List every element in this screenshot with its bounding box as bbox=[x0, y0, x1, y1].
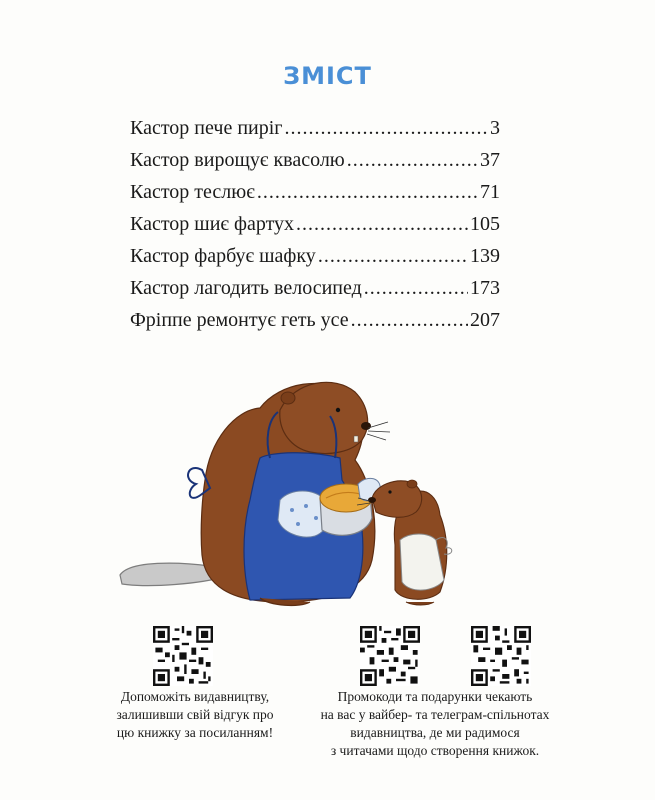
qr-code-icon bbox=[471, 626, 531, 686]
toc-entry-title: Кастор лагодить велосипед bbox=[130, 277, 362, 299]
caption-line: Промокоди та подарунки чекають bbox=[337, 689, 533, 704]
toc-title: ЗМІСТ bbox=[283, 62, 372, 90]
toc-list bbox=[130, 112, 500, 336]
toc-entry bbox=[130, 240, 500, 272]
caption-line: видавництва, де ми радимося bbox=[350, 725, 520, 740]
toc-leader-dots bbox=[364, 272, 468, 304]
toc-entry bbox=[130, 176, 500, 208]
toc-entry bbox=[130, 272, 500, 304]
viber-qr-icon[interactable] bbox=[360, 626, 420, 686]
toc-entry-page: 173 bbox=[470, 277, 500, 299]
toc-entry-page: 3 bbox=[490, 117, 500, 139]
caption-line: на вас у вайбер- та телеграм-спільнотах bbox=[320, 707, 550, 722]
toc-entry-title: Кастор вирощує квасолю bbox=[130, 149, 345, 171]
toc-entry bbox=[130, 144, 500, 176]
toc-leader-dots bbox=[257, 176, 478, 208]
community-caption bbox=[290, 688, 580, 760]
toc-entry-title: Кастор пече пиріг bbox=[130, 117, 283, 139]
caption-line: з читачами щодо створення книжок. bbox=[330, 743, 540, 758]
review-qr-icon[interactable] bbox=[153, 626, 213, 686]
toc-entry-page: 105 bbox=[470, 213, 500, 235]
beavers-with-pie-illustration bbox=[110, 370, 560, 615]
telegram-qr-icon[interactable] bbox=[471, 626, 531, 686]
toc-entry bbox=[130, 112, 500, 144]
toc-leader-dots bbox=[318, 240, 468, 272]
qr-code-icon bbox=[360, 626, 420, 686]
caption-line: цю книжку за посиланням! bbox=[116, 725, 274, 740]
review-caption bbox=[95, 688, 295, 742]
toc-entry-page: 71 bbox=[480, 181, 500, 203]
toc-leader-dots bbox=[296, 208, 468, 240]
toc-entry-title: Кастор фарбує шафку bbox=[130, 245, 316, 267]
toc-entry-page: 139 bbox=[470, 245, 500, 267]
toc-entry bbox=[130, 208, 500, 240]
toc-leader-dots bbox=[347, 144, 478, 176]
toc-entry-page: 37 bbox=[480, 149, 500, 171]
toc-entry-title: Кастор теслює bbox=[130, 181, 255, 203]
caption-line: залишивши свій відгук про bbox=[116, 707, 274, 722]
toc-entry-title: Кастор шиє фартух bbox=[130, 213, 295, 235]
toc-leader-dots bbox=[285, 112, 489, 144]
toc-entry-title: Фріппе ремонтує геть усе bbox=[130, 309, 349, 331]
toc-entry-page: 207 bbox=[470, 309, 500, 331]
caption-line: Допоможіть видавництву, bbox=[120, 689, 270, 704]
toc-leader-dots bbox=[351, 304, 468, 336]
qr-code-icon bbox=[153, 626, 213, 686]
toc-entry bbox=[130, 304, 500, 336]
